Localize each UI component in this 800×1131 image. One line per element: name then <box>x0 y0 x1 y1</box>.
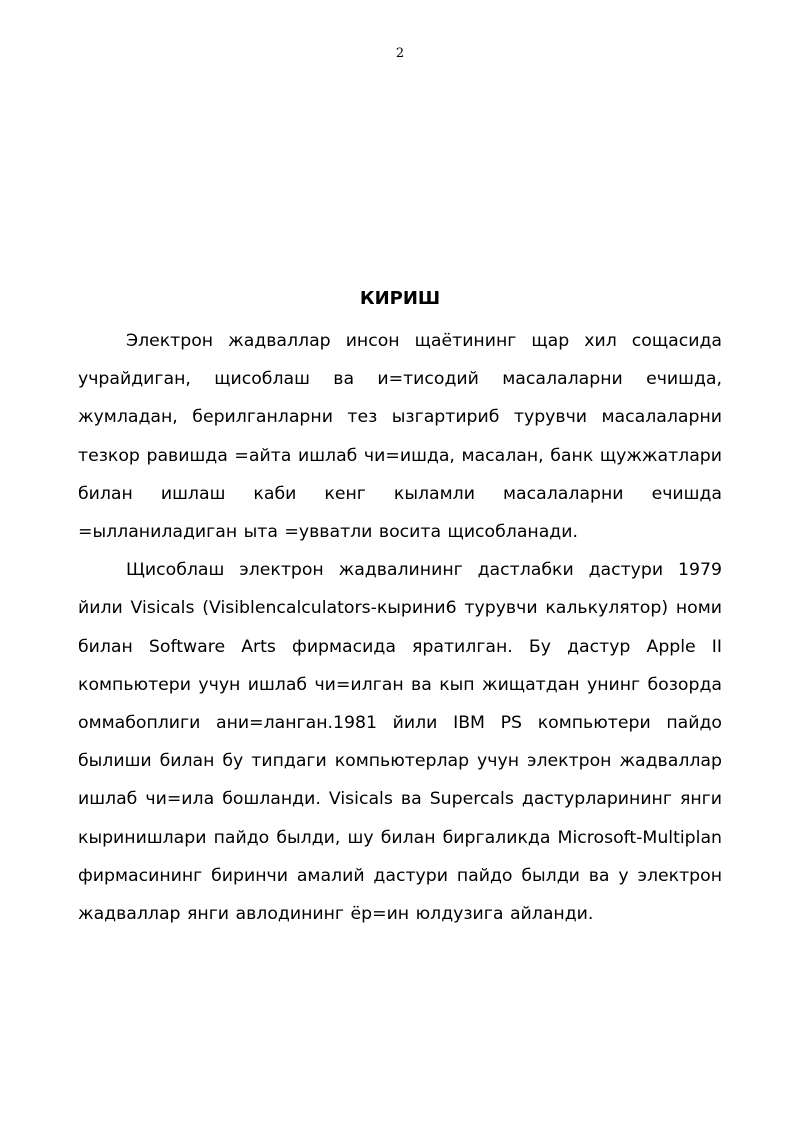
page-number: 2 <box>395 46 405 61</box>
page-title: КИРИШ <box>359 288 441 309</box>
document-body <box>78 322 722 933</box>
paragraph-1: Электрон жадваллар инсон щаётининг щар хил сощасида учрайдиган, щисоблаш ва и=тисодий масалаларни ечишда, жумладан, берилганларни тез ызгартириб турувчи масалаларни тезкор равишда =айта ишлаб чи=ишда, масалан, банк щужжатлари билан ишлаш каби кенг кыламли масалаларни ечишда =ылланиладиган ыта =увватли восита щисобланади. <box>78 331 722 543</box>
paragraph-2: Щисоблаш электрон жадвалининг дастлабки дастури 1979 йили Visicals (Visiblencalculators-кырини6 турувчи калькулятор) номи билан Software Arts фирмасида яратилган. Бу дастур Apple II компьютери учун ишлаб чи=илган ва кып жищатдан унинг бозорда оммабоплиги ани=ланган.1981 йили IBM PS компьютери пайдо былиши билан бу типдаги компьютерлар учун электрон жадваллар ишлаб чи=ила бошланди. Visicals ва Supercals дастурларининг янги кыринишлари пайдо былди, шу билан биргаликда Microsoft-Multiplan фирмасининг биринчи амалий дастури пайдо былди ва у электрон жадваллар янги авлодининг ёр=ин юлдузига айланди. <box>78 560 722 925</box>
